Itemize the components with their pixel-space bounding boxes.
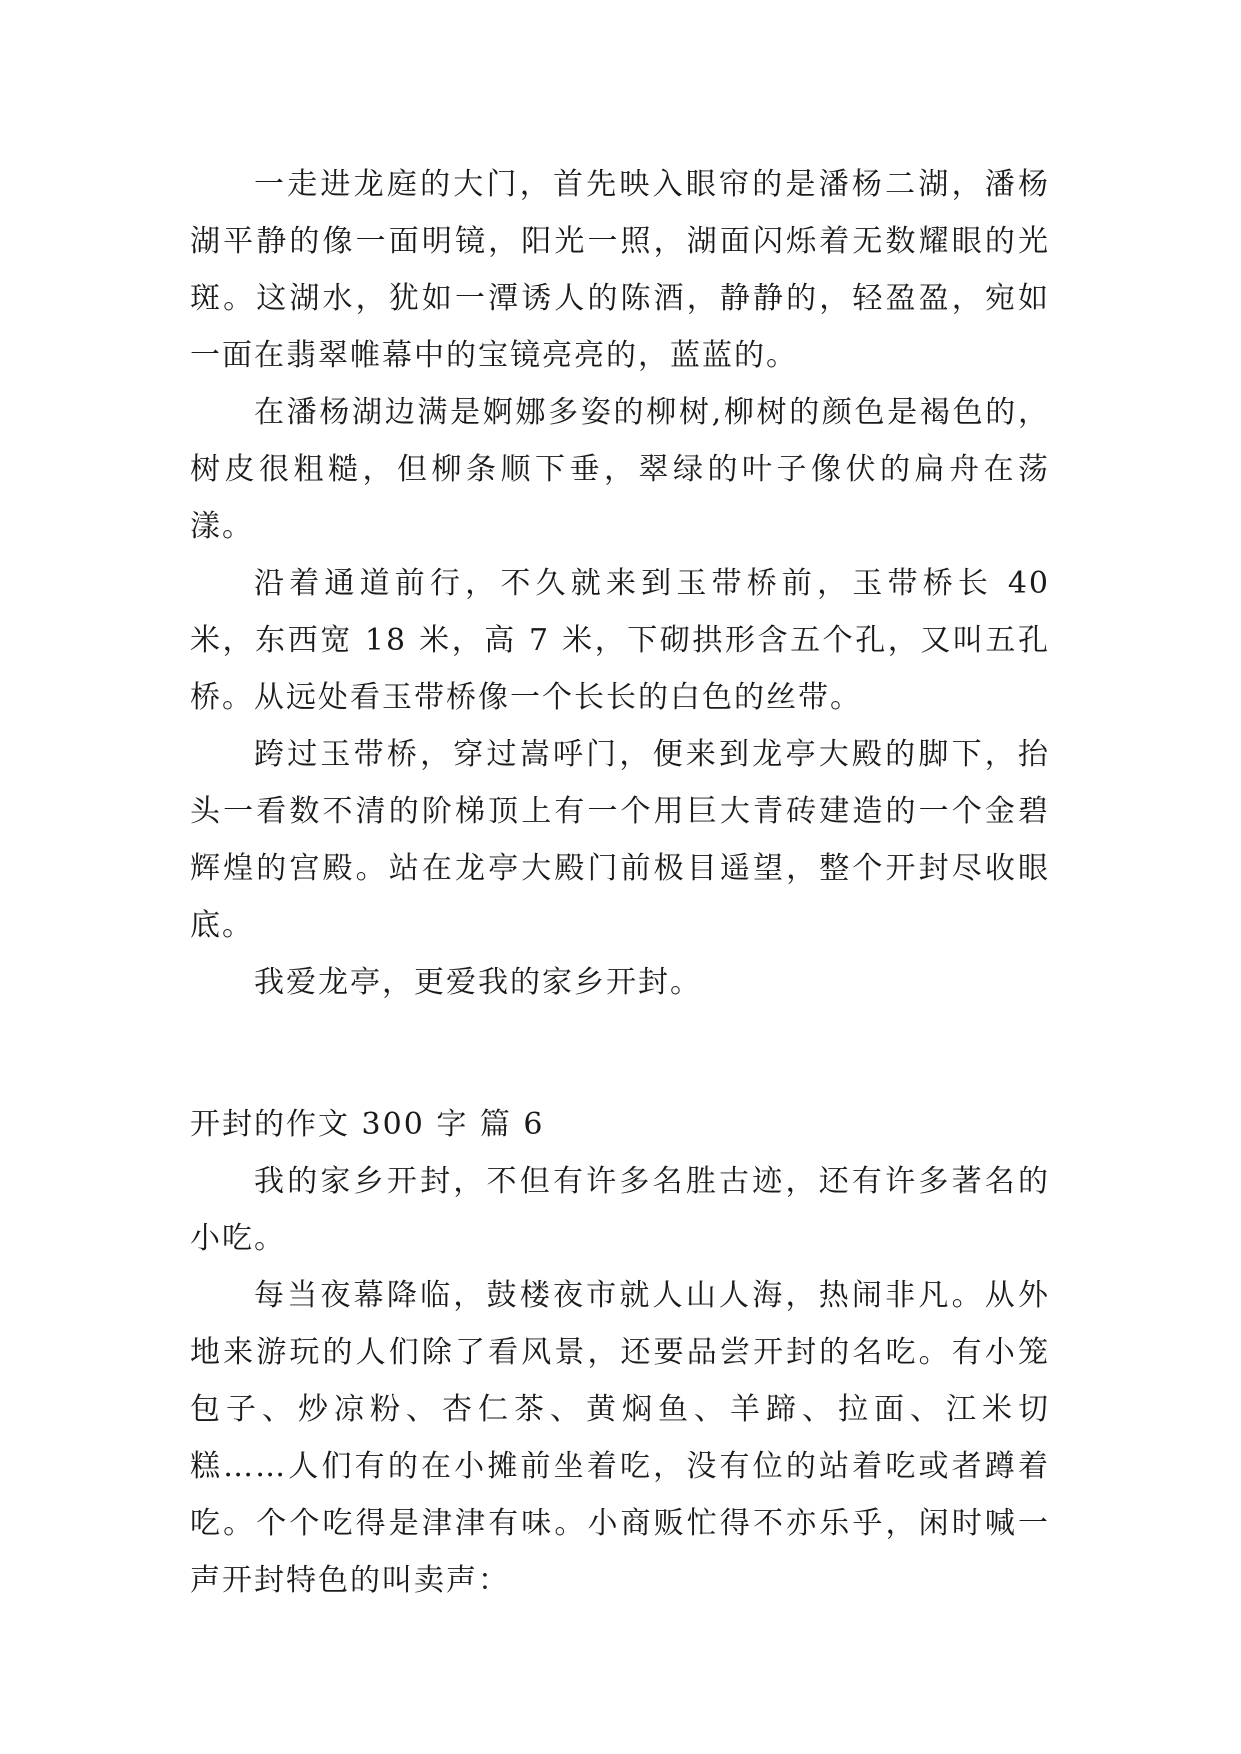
paragraph-jade-belt-bridge: 沿着通道前行，不久就来到玉带桥前，玉带桥长 40 米，东西宽 18 米，高 7 米，下砌拱形含五个孔，又叫五孔桥。从远处看玉带桥像一个长长的白色的丝带。 xyxy=(190,566,1050,715)
paragraph-willow-trees: 在潘杨湖边满是婀娜多姿的柳树,柳树的颜色是褐色的，树皮很粗糙，但柳条顺下垂，翠绿的叶子像伏的扁舟在荡漾。 xyxy=(190,395,1050,544)
paragraph-night-market: 每当夜幕降临，鼓楼夜市就人山人海，热闹非凡。从外地来游玩的人们除了看风景，还要品尝开封的名吃。有小笼包子、炒凉粉、杏仁茶、黄焖鱼、羊蹄、拉面、江米切糕……人们有的在小摊前坐着吃，没有位的站着吃或者蹲着吃。个个吃得是津津有味。小商贩忙得不亦乐乎，闲时喊一声开封特色的叫卖声： xyxy=(190,1278,1050,1598)
section-heading: 开封的作文 300 字 篇 6 xyxy=(190,1107,545,1142)
paragraph-longting-gate: 一走进龙庭的大门，首先映入眼帘的是潘杨二湖，潘杨湖平静的像一面明镜，阳光一照，湖面闪烁着无数耀眼的光斑。这湖水，犹如一潭诱人的陈酒，静静的，轻盈盈，宛如一面在翡翠帷幕中的宝镜亮亮的，蓝蓝的。 xyxy=(190,167,1050,373)
paragraph-famous-snacks: 我的家乡开封，不但有许多名胜古迹，还有许多著名的小吃。 xyxy=(190,1164,1050,1256)
paragraph-love-hometown: 我爱龙亭，更爱我的家乡开封。 xyxy=(254,965,702,1000)
paragraph-dragon-pavilion-hall: 跨过玉带桥，穿过嵩呼门，便来到龙亭大殿的脚下，抬头一看数不清的阶梯顶上有一个用巨大青砖建造的一个金碧辉煌的宫殿。站在龙亭大殿门前极目遥望，整个开封尽收眼底。 xyxy=(190,737,1050,943)
document-body xyxy=(190,156,1050,1609)
